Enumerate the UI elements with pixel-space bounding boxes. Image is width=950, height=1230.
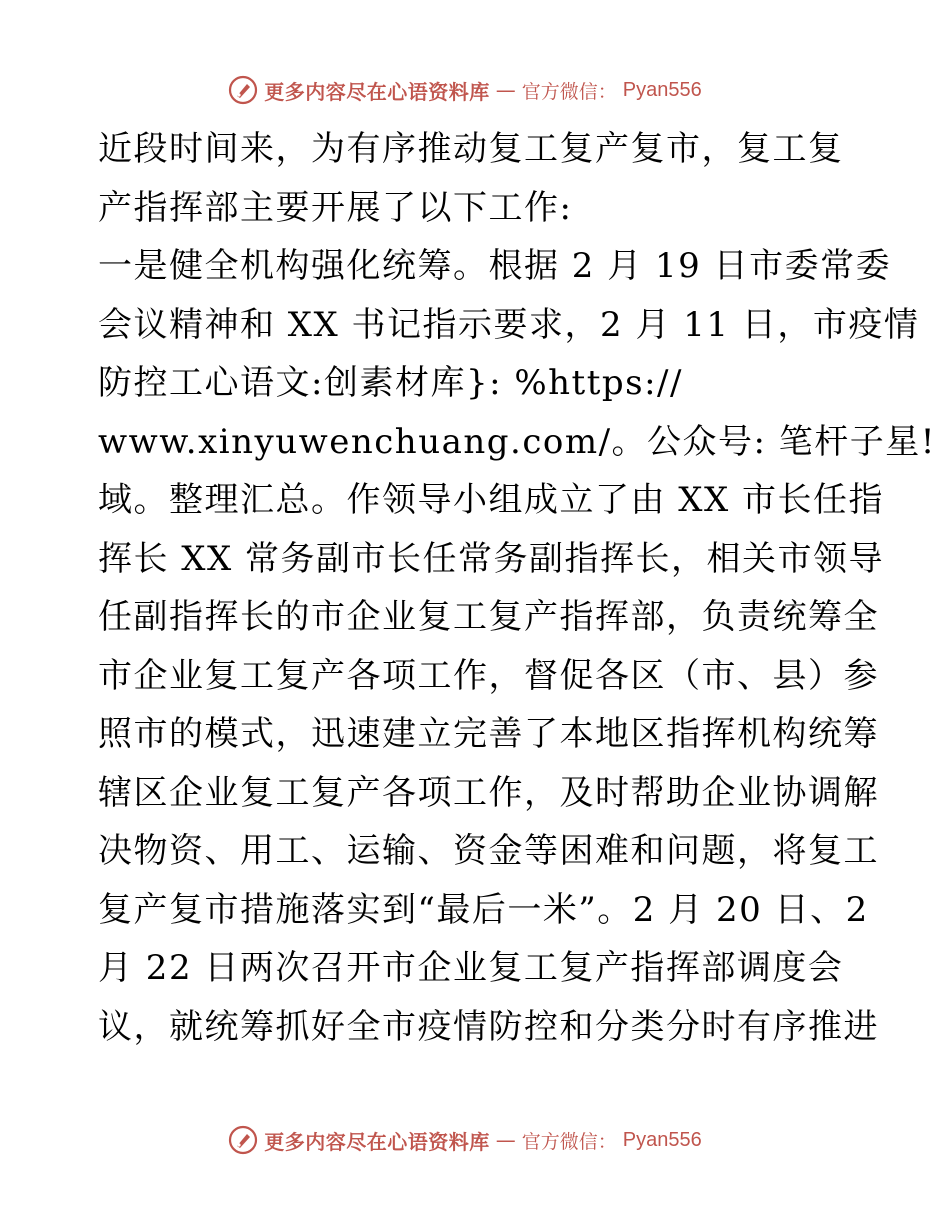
banner-separator: —: [495, 78, 516, 102]
banner-site-text: 更多内容尽在心语资料库: [264, 79, 490, 104]
text-line: 辖区企业复工复产各项工作，及时帮助企业协调解: [98, 772, 879, 813]
text-line: 防控工心语文:创素材库}: %https://: [98, 363, 683, 403]
text-line: 复产复市措施落实到“最后一米”。2 月 20 日、2: [98, 889, 869, 930]
pen-nib-logo-icon: [228, 1125, 258, 1155]
pen-nib-logo-icon: [228, 75, 258, 105]
banner-wechat-id: Pyan556: [622, 1128, 702, 1151]
banner-wechat-label: 官方微信：: [521, 80, 617, 103]
banner-content: [228, 75, 701, 105]
text-line: 近段时间来，为有序推动复工复产复市，复工复: [98, 129, 844, 169]
text-line: 域。整理汇总。作领导小组成立了由 XX 市长任指: [98, 480, 885, 520]
text-line: 月 22 日两次召开市企业复工复产指挥部调度会: [98, 948, 844, 988]
banner-content: [228, 1125, 701, 1155]
text-line: 任副指挥长的市企业复工复产指挥部，负责统筹全: [98, 597, 879, 637]
banner-wechat-id: Pyan556: [622, 78, 702, 101]
text-line: 市企业复工复产各项工作，督促各区（市、县）参: [98, 655, 879, 696]
header-banner: [0, 70, 950, 110]
text-line: www.xinyuwenchuang.com/。公众号: 笔杆子星!: [98, 421, 936, 462]
text-line: 会议精神和 XX 书记指示要求，2 月 11 日，市疫情: [98, 304, 920, 345]
text-line: 挥长 XX 常务副市长任常务副指挥长，相关市领导: [98, 538, 885, 579]
text-line: 一是健全机构强化统筹。根据 2 月 19 日市委常委: [98, 246, 892, 286]
banner-separator: —: [495, 1128, 516, 1152]
document-body: [98, 120, 936, 1056]
footer-banner: [0, 1120, 950, 1160]
text-line: 议，就统筹抓好全市疫情防控和分类分时有序推进: [98, 1006, 879, 1047]
text-line: 照市的模式，迅速建立完善了本地区指挥机构统筹: [98, 714, 879, 754]
banner-site-text: 更多内容尽在心语资料库: [264, 1129, 490, 1154]
text-line: 产指挥部主要开展了以下工作:: [98, 187, 573, 228]
banner-wechat-label: 官方微信：: [521, 1130, 617, 1153]
text-line: 决物资、用工、运输、资金等困难和问题，将复工: [98, 831, 879, 871]
